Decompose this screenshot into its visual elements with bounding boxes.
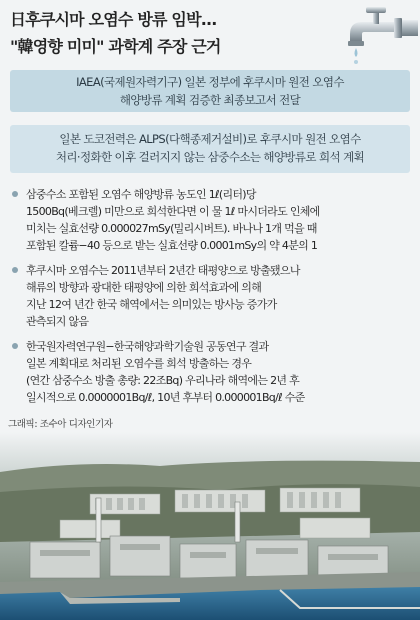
tepco-plan-line-1: 일본 도코전력은 ALPS(다핵종제거설비)로 후쿠시마 원전 오염수 [59,132,361,146]
list-item [12,338,412,406]
list-item [12,186,412,254]
bullet-line: 지난 12여 년간 한국 해역에서는 의미있는 방사능 증가가 [26,298,277,311]
header [0,0,420,62]
bullet-line: 포함된 칼륨−40 등으로 받는 실효선량 0.0001mSy의 약 4분의 1 [26,239,318,252]
graphic-credit: 그래픽: 조수아 디자인기자 [8,419,113,430]
faucet-icon [340,4,418,66]
bullet-dot [12,191,18,197]
bullet-line: 일본 계획대로 처리된 오염수를 희석 방출하는 경우 [26,357,252,370]
aerial-plant-photo [0,432,420,620]
iaea-summary-line-2: 해양방류 계획 검증한 최종보고서 전달 [119,93,301,107]
bullet-line: 삼중수소 포함된 오염수 해양방류 농도인 1ℓ(리터)당 [26,188,256,201]
list-item [12,262,412,330]
bullet-line: 한국원자력연구원−한국해양과학기술원 공동연구 결과 [26,340,269,353]
bullet-dot [12,267,18,273]
bullet-line: 미치는 실효선량 0.000027mSy(밀리시버트). 바나나 1개 먹을 때 [26,222,317,235]
iaea-summary-line-1: IAEA(국제원자력기구) 일본 정부에 후쿠시마 원전 오염수 [76,75,344,89]
iaea-summary-box [10,70,410,112]
bullet-line: 1500Bq(베크렐) 미만으로 희석한다면 이 물 1ℓ 마시더라도 인체에 [26,205,320,218]
headline-line-1: 日후쿠시마 오염수 방류 임박... [10,10,217,29]
bullet-line: 관측되지 않음 [26,315,89,328]
bullet-line: (연간 삼중수소 방출 총량: 22조Bq) 우리나라 해역에는 2년 후 [26,374,300,387]
tepco-plan-line-2: 처리·정화한 이후 걸러지지 않는 삼중수소는 해양방류로 희석 계획 [55,150,365,164]
headline-line-2: "韓영향 미미" 과학계 주장 근거 [10,37,221,56]
bullet-line: 후쿠시마 오염수는 2011년부터 2년간 태평양으로 방출됐으나 [26,264,300,277]
bullet-line: 일시적으로 0.0000001Bq/ℓ, 10년 후부터 0.000001Bq/ℓ 수준 [26,391,305,404]
evidence-list [12,186,412,414]
bullet-line: 해류의 방향과 광대한 태평양에 의한 희석효과에 의해 [26,281,262,294]
bullet-dot [12,343,18,349]
tepco-plan-box [10,125,410,173]
